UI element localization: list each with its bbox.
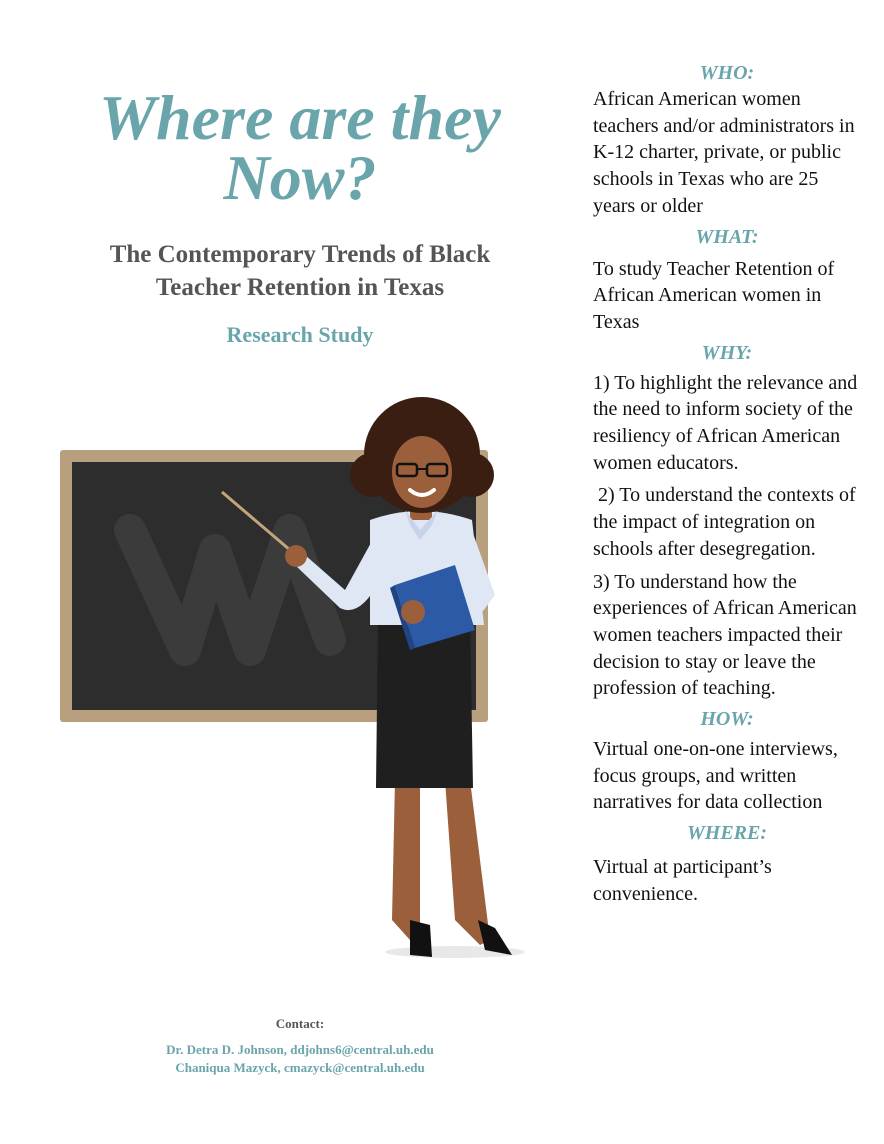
- how-heading: HOW:: [700, 708, 754, 731]
- study-details-column: [593, 60, 861, 910]
- page-subtitle: [40, 238, 560, 304]
- hair-curl-right: [450, 453, 494, 497]
- teacher-at-chalkboard-illustration: [0, 380, 580, 980]
- why-point-1: 1) To highlight the relevance and the need to inform society of the resiliency of African American women educators.: [593, 371, 858, 474]
- where-heading: WHERE:: [686, 822, 768, 845]
- holding-hand: [401, 600, 425, 624]
- where-body: Virtual at participant’s convenience.: [593, 856, 772, 905]
- hair-curl-left: [350, 453, 394, 497]
- pointing-hand: [285, 545, 307, 567]
- subtitle-line-2: Teacher Retention in Texas: [155, 274, 445, 301]
- how-body: Virtual one-on-one interviews, focus groups, and written narratives for data collection: [593, 738, 838, 814]
- face: [392, 436, 452, 508]
- why-heading: WHY:: [701, 341, 753, 364]
- legs: [392, 780, 490, 945]
- contact-person-mazyck: Chaniqua Mazyck, cmazyck@central.uh.edu: [175, 1060, 425, 1075]
- study-label: Research Study: [226, 322, 374, 347]
- contact-person-johnson: Dr. Detra D. Johnson, ddjohns6@central.uh.edu: [166, 1042, 434, 1057]
- why-point-3: 3) To understand how the experiences of African American women teachers impacted their decision to stay or leave the profession of teaching.: [593, 570, 857, 700]
- contact-block: [70, 1015, 530, 1077]
- why-point-2: 2) To understand the contexts of the impact of integration on schools after desegregation.: [593, 484, 861, 560]
- who-heading: WHO:: [699, 62, 755, 84]
- who-body: African American women teachers and/or administrators in K-12 charter, private, or public schools in Texas who are 25 years or older: [593, 88, 855, 217]
- subtitle-line-1: The Contemporary Trends of Black: [109, 241, 491, 268]
- what-body: To study Teacher Retention of African American women in Texas: [593, 257, 835, 333]
- page-title: [40, 82, 560, 213]
- title-line-2: Now?: [223, 142, 377, 213]
- title-line-1: Where are they: [99, 82, 501, 153]
- what-heading: WHAT:: [695, 225, 759, 248]
- contact-heading: Contact:: [275, 1016, 325, 1031]
- left-shoe: [410, 920, 432, 957]
